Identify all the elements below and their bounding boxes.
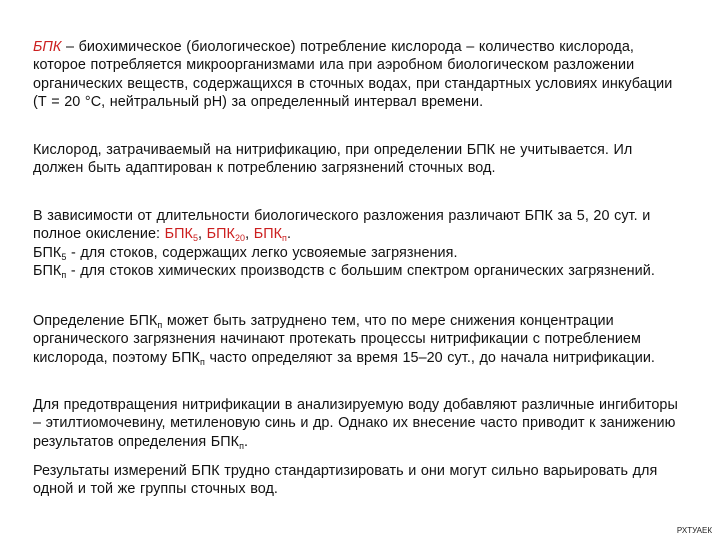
bpk5-label: $БПК_5$ — [164, 226, 199, 244]
term-bpk: БПК — [33, 39, 62, 55]
paragraph-nitrification-note — [33, 141, 683, 178]
nitrification-note-text: Кислород, затрачиваемый на нитрификацию, при определении БПК не учитывается. Ил должен быть адаптирован к потреблению загрязнений сточных вод. — [33, 142, 633, 177]
bpkn-description: $БПК_п$ - для стоков химических производств с большим спектром органических загрязнений. — [33, 263, 655, 281]
paragraph-bpk-types: В зависимости от длительности биологического разложения различают БПК за 5, 20 сут. и полное окисление: $БПК_5$, $БПК_{20}$, $БПК_п$. $БПК_5$ - для стоков, содержащих легко усвояемые загрязнения. $БПК_п$ - для стоков химических производств с большим спектром органических загрязнений. — [33, 208, 655, 281]
bpk20-label: $БПК_{20}$ — [206, 226, 246, 244]
bpk-types-intro: В зависимости от длительности биологического разложения различают БПК за 5, 20 сут. и полное окисление: — [33, 208, 651, 243]
standardization-text: Результаты измерений БПК трудно стандартизировать и они могут сильно варьировать для одной и той же группы сточных вод. — [33, 463, 658, 498]
paragraph-definition — [33, 38, 683, 112]
definition-text: – биохимическое (биологическое) потребление кислорода – количество кислорода, которое потребляется микроорганизмами ила при аэробном биологическом разложении органических веществ, содержащихся в сточных водах, при стандартных условиях инкубации (Т = 20 °С, нейтральный рН) за определенный интервал времени. — [33, 39, 673, 111]
paragraph-standardization — [33, 462, 683, 499]
paragraph-inhibitors: Для предотвращения нитрификации в анализируемую воду добавляют различные ингибиторы – этилтиомочевину, метиленовую синь и др. Однако их внесение часто приводит к занижению результатов определения $БПК_п$. — [33, 397, 678, 451]
footer-logo-text: РХТУАЕК — [676, 526, 712, 535]
paragraph-bpkn-difficulty: Определение $БПК_п$ может быть затруднено тем, что по мере снижения концентрации органического загрязнения начинают протекать процессы нитрификации с потреблением кислорода, поэтому $БПК_п$ часто определяют за время 15–20 сут., до начала нитрификации. — [33, 313, 655, 367]
bpkn-label: $БПК_п$ — [253, 226, 287, 244]
bpk5-description: $БПК_5$ - для стоков, содержащих легко усвояемые загрязнения. — [33, 244, 458, 262]
